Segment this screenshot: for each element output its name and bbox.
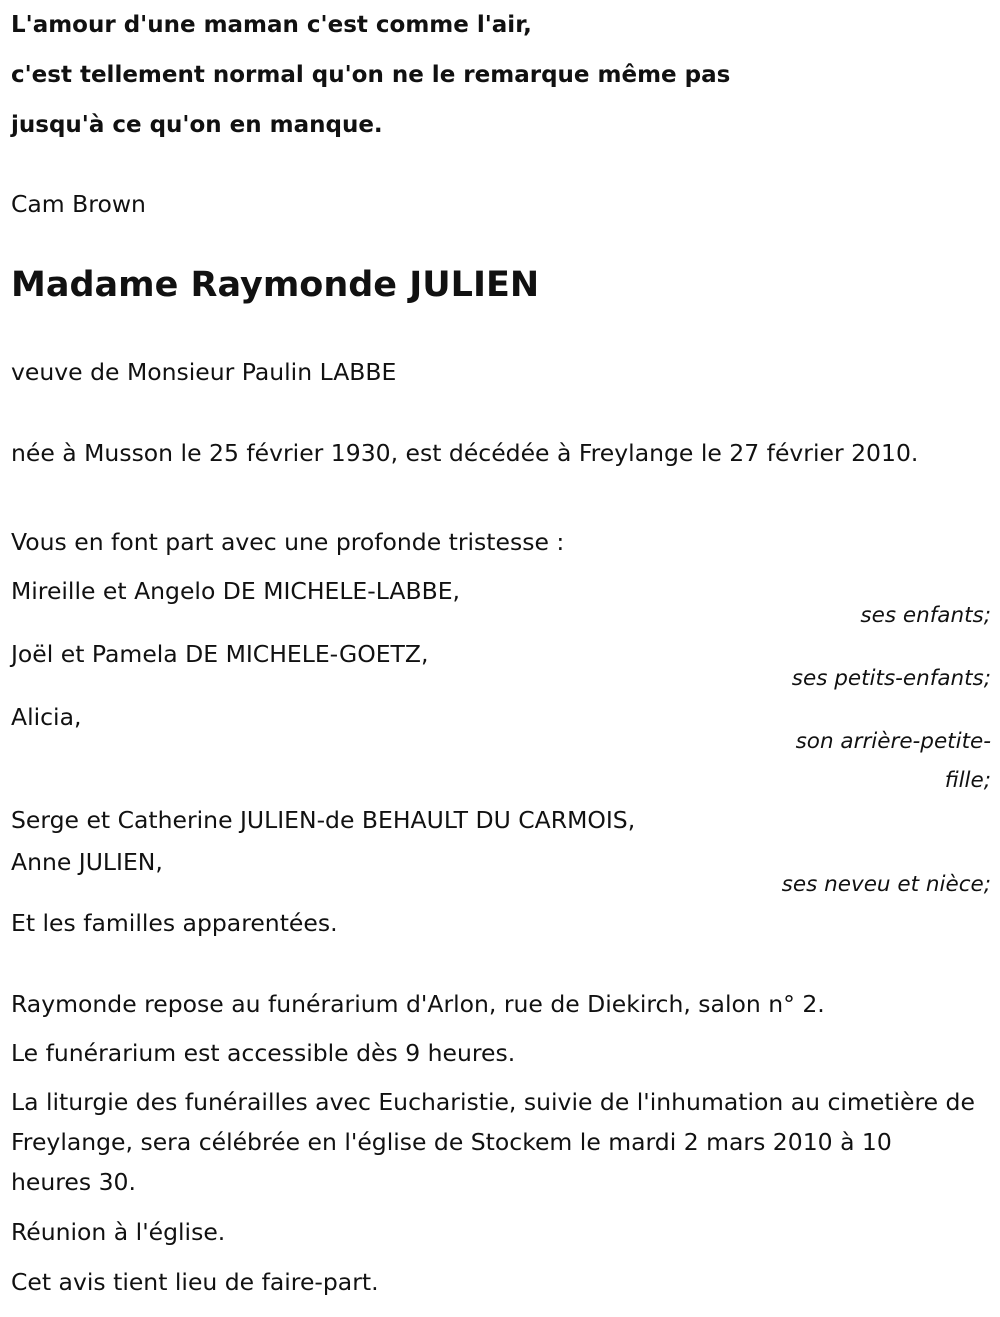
quote-line-3: jusqu'à ce qu'on en manque. [11,112,383,138]
family-relation: ses neveu et nièce; [781,872,991,897]
family-relation: ses enfants; [860,603,991,628]
meeting-info: Réunion à l'église. [11,1218,226,1246]
birth-death-info: née à Musson le 25 février 1930, est décédée à Freylange le 27 février 2010. [11,439,919,467]
family-member: Mireille et Angelo DE MICHELE-LABBE, [11,577,461,605]
announcement: Vous en font part avec une profonde tristesse : [11,528,565,556]
quote-author: Cam Brown [11,190,146,218]
repose-info: Raymonde repose au funérarium d'Arlon, rue de Diekirch, salon n° 2. [11,990,825,1018]
liturgy-info: La liturgie des funérailles avec Eucharistie, suivie de l'inhumation au cimetière de Freylange, sera célébrée en l'église de Stockem le mardi 2 mars 2010 à 10 heures 30. [11,1088,975,1196]
quote-line-2: c'est tellement normal qu'on ne le remarque même pas [11,62,731,88]
family-member: Anne JULIEN, [11,848,163,876]
closing-family: Et les familles apparentées. [11,909,338,937]
widow-of: veuve de Monsieur Paulin LABBE [11,358,397,386]
family-relation: son arrière-petite-fille; [795,729,991,793]
notice-info: Cet avis tient lieu de faire-part. [11,1268,379,1296]
family-member: Serge et Catherine JULIEN-de BEHAULT DU CARMOIS, [11,806,636,834]
family-member: Alicia, [11,703,82,731]
access-info: Le funérarium est accessible dès 9 heures. [11,1039,516,1067]
deceased-name: Madame Raymonde JULIEN [11,265,540,305]
family-member: Joël et Pamela DE MICHELE-GOETZ, [11,640,429,668]
family-relation: ses petits-enfants; [791,666,991,691]
quote-line-1: L'amour d'une maman c'est comme l'air, [11,12,532,38]
